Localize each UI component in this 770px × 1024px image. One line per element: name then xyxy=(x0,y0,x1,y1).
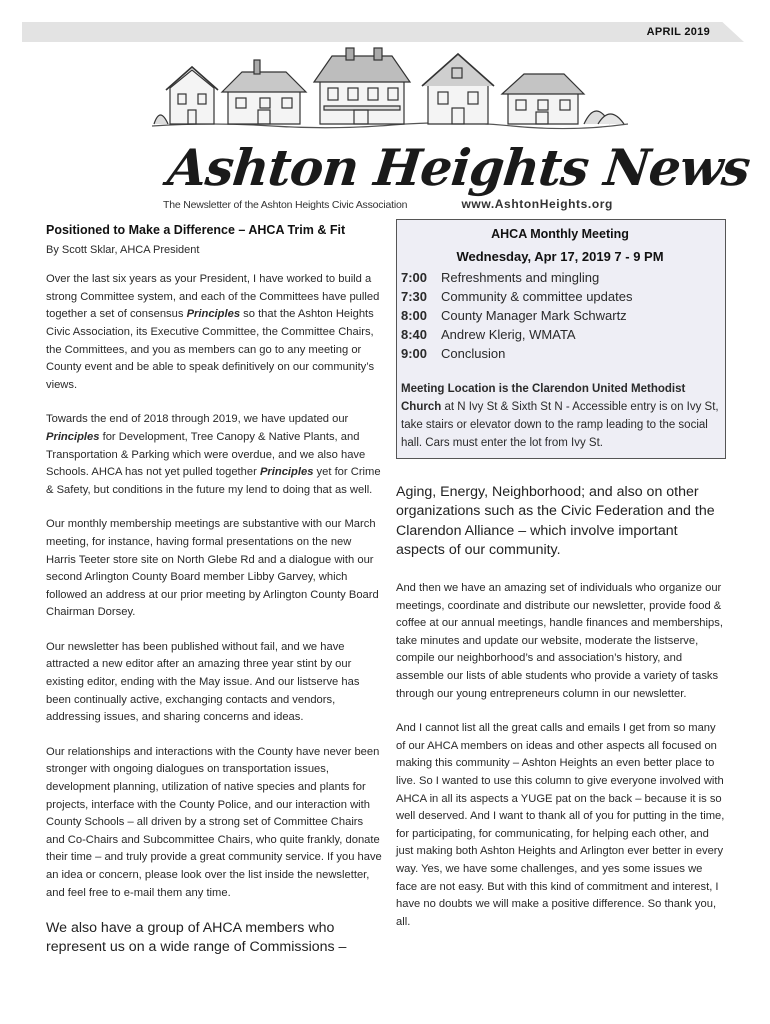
paragraph-5: Our relationships and interactions with the County have never been stronger with ongoing dialogues on transportation issues, development planning, utilization of native species and plants for projects, interface with the County Police, and our interaction with County Schools – all driven by a strong set of Committee Chairs and Co-Chairs and Subcommittee Chairs, who quite frankly, donate their time – and truly provide a great community service. If you have an idea or concern, please look over the list inside the newsletter, and feel free to e-mail them any time. xyxy=(46,745,382,899)
right-column xyxy=(396,219,726,948)
agenda-item: 9:00 Conclusion xyxy=(401,346,506,362)
meeting-location: Meeting Location is the Clarendon United Methodist Church at N Ivy St & Sixth St N - Accessible entry is on Ivy St, take stairs or elevator down to the ramp leading to the social hall. Cars must enter the lot from Ivy St. xyxy=(401,383,719,450)
houses-illustration xyxy=(152,40,628,132)
article-byline: By Scott Sklar, AHCA President xyxy=(46,243,200,256)
paragraph-6: We also have a group of AHCA members who represent us on a wide range of Commissions – xyxy=(46,920,347,956)
paragraph-8: And then we have an amazing set of individuals who organize our meetings, coordinate and distribute our newsletter, provide food & coffee at our annual meetings, handle finances and memberships, take minutes and update our website, moderate the listserve, compile our neighborhood’s and association’s history, and assemble our lists of able students who provide a variety of tasks through our young entrepreneurs column in our newsletter. xyxy=(396,582,723,700)
meeting-title: AHCA Monthly Meeting xyxy=(491,227,629,241)
meeting-date: Wednesday, Apr 17, 2019 7 - 9 PM xyxy=(456,248,664,264)
paragraph-9: And I cannot list all the great calls and emails I get from so many of our AHCA members on ideas and other aspects all focused on making this community – Ashton Heights an even better place to live. So I wanted to use this column to give everyone involved with AHCA in all its aspects a YUGE pat on the back – because it is so well deserved. And I want to thank all of you for putting in the time, for participating, for communicating, for helping each other, and just making both Ashton Heights and Arlington ever better in every way. Yes, we have some challenges, and yes some issues we face are not easy. But with this kind of commitment and interest, I have no doubts we will make a positive difference. So thank you, all. xyxy=(396,722,725,928)
agenda-item: 8:40 Andrew Klerig, WMATA xyxy=(401,327,576,343)
paragraph-7: Aging, Energy, Neighborhood; and also on other organizations such as the Civic Federation and the Clarendon Alliance – which involve important aspects of our community. xyxy=(396,484,715,558)
paragraph-3: Our monthly membership meetings are substantive with our March meeting, for instance, having formal presentations on the new Harris Teeter store site on North Glebe Rd and a dialogue with our second Arlington County Board member Libby Garvey, which followed an address at our prior meeting by Arlington County Board Chairman Dorsey. xyxy=(46,518,379,619)
masthead-title: Ashton Heights News xyxy=(164,138,753,197)
website-url: www.AshtonHeights.org xyxy=(461,197,613,211)
issue-date: APRIL 2019 xyxy=(646,26,710,38)
meeting-agenda xyxy=(401,268,719,363)
agenda-item: 7:30 Community & committee updates xyxy=(401,289,633,305)
header-banner xyxy=(22,22,744,42)
paragraph-2: Towards the end of 2018 through 2019, we have updated our Principles for Development, Tree Canopy & Native Plants, and Transportation & Parking which were overdue, and we also have Schools. AHCA has not yet pulled together Principles yet for Crime & Safety, but conditions in the future my lend to doing that as well. xyxy=(46,413,381,496)
article-headline: Positioned to Make a Difference – AHCA Trim & Fit xyxy=(46,223,346,237)
agenda-item: 7:00 Refreshments and mingling xyxy=(401,270,600,286)
paragraph-4: Our newsletter has been published without fail, and we have attracted a new editor after an amazing three year stint by our existing editor, ending with the May issue. And our listserve has been continually active, exchanging contacts and vendors, addressing issues, and sharing concerns and ideas. xyxy=(46,640,360,724)
left-column xyxy=(46,222,382,975)
meeting-info-box xyxy=(396,219,726,459)
tagline: The Newsletter of the Ashton Heights Civic Association xyxy=(163,199,408,211)
paragraph-1: Over the last six years as your President, I have worked to build a strong Committee system, and each of the Committees have pulled together a set of consensus Principles so that the Ashton Heights Civic Association, its Executive Committee, the Committee Chairs, the Committees, and you as members can go to any meeting or County event and be able to speak definitively on our community’s views. xyxy=(46,273,380,391)
agenda-item: 8:00 County Manager Mark Schwartz xyxy=(401,308,627,324)
masthead-subline xyxy=(163,197,613,211)
